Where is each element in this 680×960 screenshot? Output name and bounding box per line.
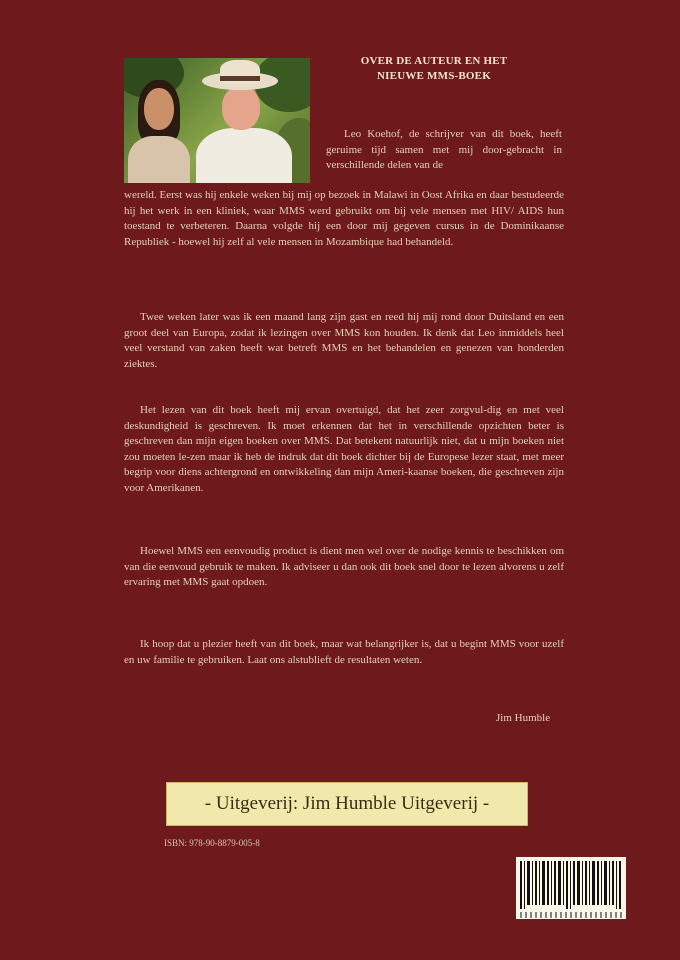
barcode-icon xyxy=(516,857,626,919)
paragraph-3: Het lezen van dit boek heeft mij ervan overtuigd, dat het zeer zorgvul-dig en met veel deskundigheid is geschreven. Ik moet erkennen dat het in verschillende opzichten beter is geschreven dan mijn eigen boeken over MMS. Dat betekent natuurlijk niet, dat u mijn boeken niet zou moeten le-zen maar ik heb de indruk dat dit boek dichter bij de Europese lezer staat, met meer begrip voor diens achtergrond en ontwikkeling dan mijn Ameri-kaanse boeken, die geschreven zijn voor Amerikanen. xyxy=(124,404,564,494)
author-photo xyxy=(124,58,310,183)
page-heading xyxy=(332,54,536,84)
heading-line-1: OVER DE AUTEUR EN HET xyxy=(360,55,508,67)
paragraph-1-rest: wereld. Eerst was hij enkele weken bij mij op bezoek in Malawi in Oost Afrika en daar bestudeerde hij het werk in een kliniek, waar MMS werd gebruikt om bij vele mensen met HIV/ AIDS hun toestand te verbeteren. Daarna volgde hij een door mij gegeven cursus in de Dominikaanse Republiek - hoewel hij zelf al vele mensen in Mozambique had behandeld. xyxy=(124,189,564,248)
paragraph-5: Ik hoop dat u plezier heeft van dit boek, maar wat belangrijker is, dat u begint MMS voor uzelf en uw familie te gebruiken. Laat ons alstublieft de resultaten weten. xyxy=(124,638,564,666)
publisher-banner xyxy=(166,782,528,826)
publisher-name: - Uitgeverij: Jim Humble Uitgeverij - xyxy=(204,793,490,814)
paragraph-4: Hoewel MMS een eenvoudig product is dient men wel over de nodige kennis te beschikken om van die eenvoud gebruik te maken. Ik adviseer u dan ook dit boek snel door te lezen alvorens u zelf ervaring met MMS gaat opdoen. xyxy=(124,545,564,589)
heading-line-2: NIEUWE MMS-BOEK xyxy=(377,70,491,82)
isbn-number: ISBN: 978-90-8879-005-8 xyxy=(164,838,260,848)
paragraph-2: Twee weken later was ik een maand lang zijn gast en reed hij mij rond door Duitsland en een groot deel van Europa, zodat ik lezingen over MMS kon houden. Ik denk dat Leo inmiddels heel veel verstand van zaken heeft wat betreft MMS en het behandelen en genezen van honderden ziektes. xyxy=(124,311,564,370)
author-signature: Jim Humble xyxy=(496,712,551,724)
paragraph-1-start: Leo Koehof, de schrijver van dit boek, heeft geruime tijd samen met mij door-gebracht in verschillende delen van de xyxy=(326,128,562,172)
